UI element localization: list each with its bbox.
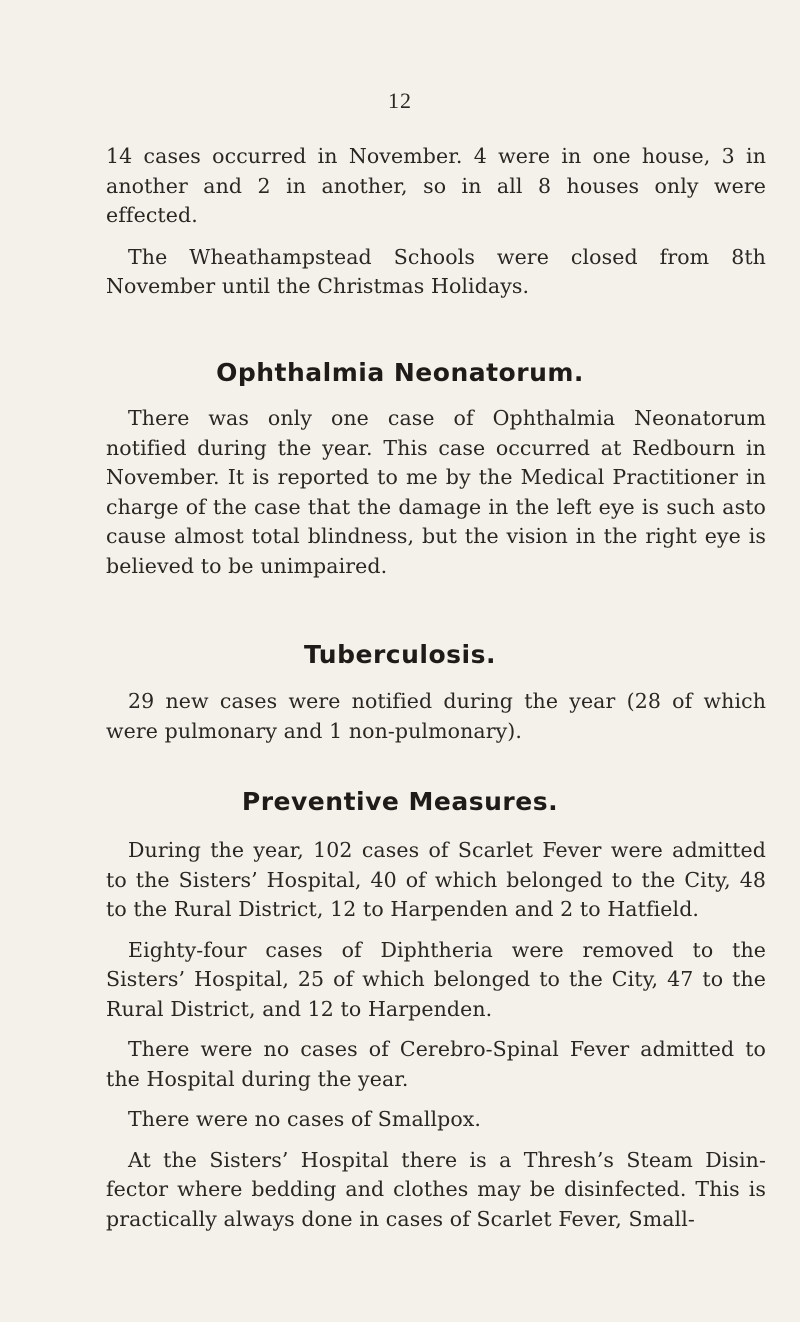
paragraph: Eighty-four cases of Diphtheria were removed to the Sisters’ Hospital, 25 of which belonged to the City, 47 to the Rural District, and 12 to Harpenden. xyxy=(106,937,766,1021)
paragraph: There were no cases of Smallpox. xyxy=(128,1107,482,1131)
paragraph: During the year, 102 cases of Scarlet Fever were admitted to the Sisters’ Hospital, 40 of which belonged to the City, 48 to the Rural District, 12 to Harpenden and 2 to Hatfield. xyxy=(106,838,766,921)
ophthalmia-section xyxy=(106,404,766,581)
section-heading-ophthalmia: Ophthalmia Neonatorum. xyxy=(216,358,584,387)
paragraph: There were no cases of Cerebro-Spinal Fever admitted to the Hospital during the year. xyxy=(106,1037,766,1091)
page-number: 12 xyxy=(388,88,412,113)
section-heading-tuberculosis: Tuberculosis. xyxy=(304,640,496,669)
intro-section xyxy=(106,142,766,302)
paragraph: The Wheathampstead Schools were closed from 8th November until the Christmas Holidays. xyxy=(106,244,766,298)
paragraph: At the Sisters’ Hospital there is a Thresh’s Steam Disin-fector where bedding and clothes may be disinfected. This is practically always done in cases of Scarlet Fever, Small- xyxy=(106,1147,766,1231)
tuberculosis-section xyxy=(106,687,766,746)
preventive-measures-section xyxy=(106,836,766,1234)
section-heading-preventive-measures: Preventive Measures. xyxy=(241,787,559,816)
paragraph: 29 new cases were notified during the year (28 of which were pulmonary and 1 non-pulmonary). xyxy=(106,689,766,743)
paragraph: 14 cases occurred in November. 4 were in one house, 3 in another and 2 in another, so in all 8 houses only were effected. xyxy=(106,144,766,227)
paragraph: There was only one case of Ophthalmia Neonatorum notified during the year. This case occurred at Redbourn in November. It is reported to me by the Medical Practitioner in charge of the case that the damage in the left eye is such asto cause almost total blindness, but the vision in the right eye is believed to be unimpaired. xyxy=(106,406,766,578)
